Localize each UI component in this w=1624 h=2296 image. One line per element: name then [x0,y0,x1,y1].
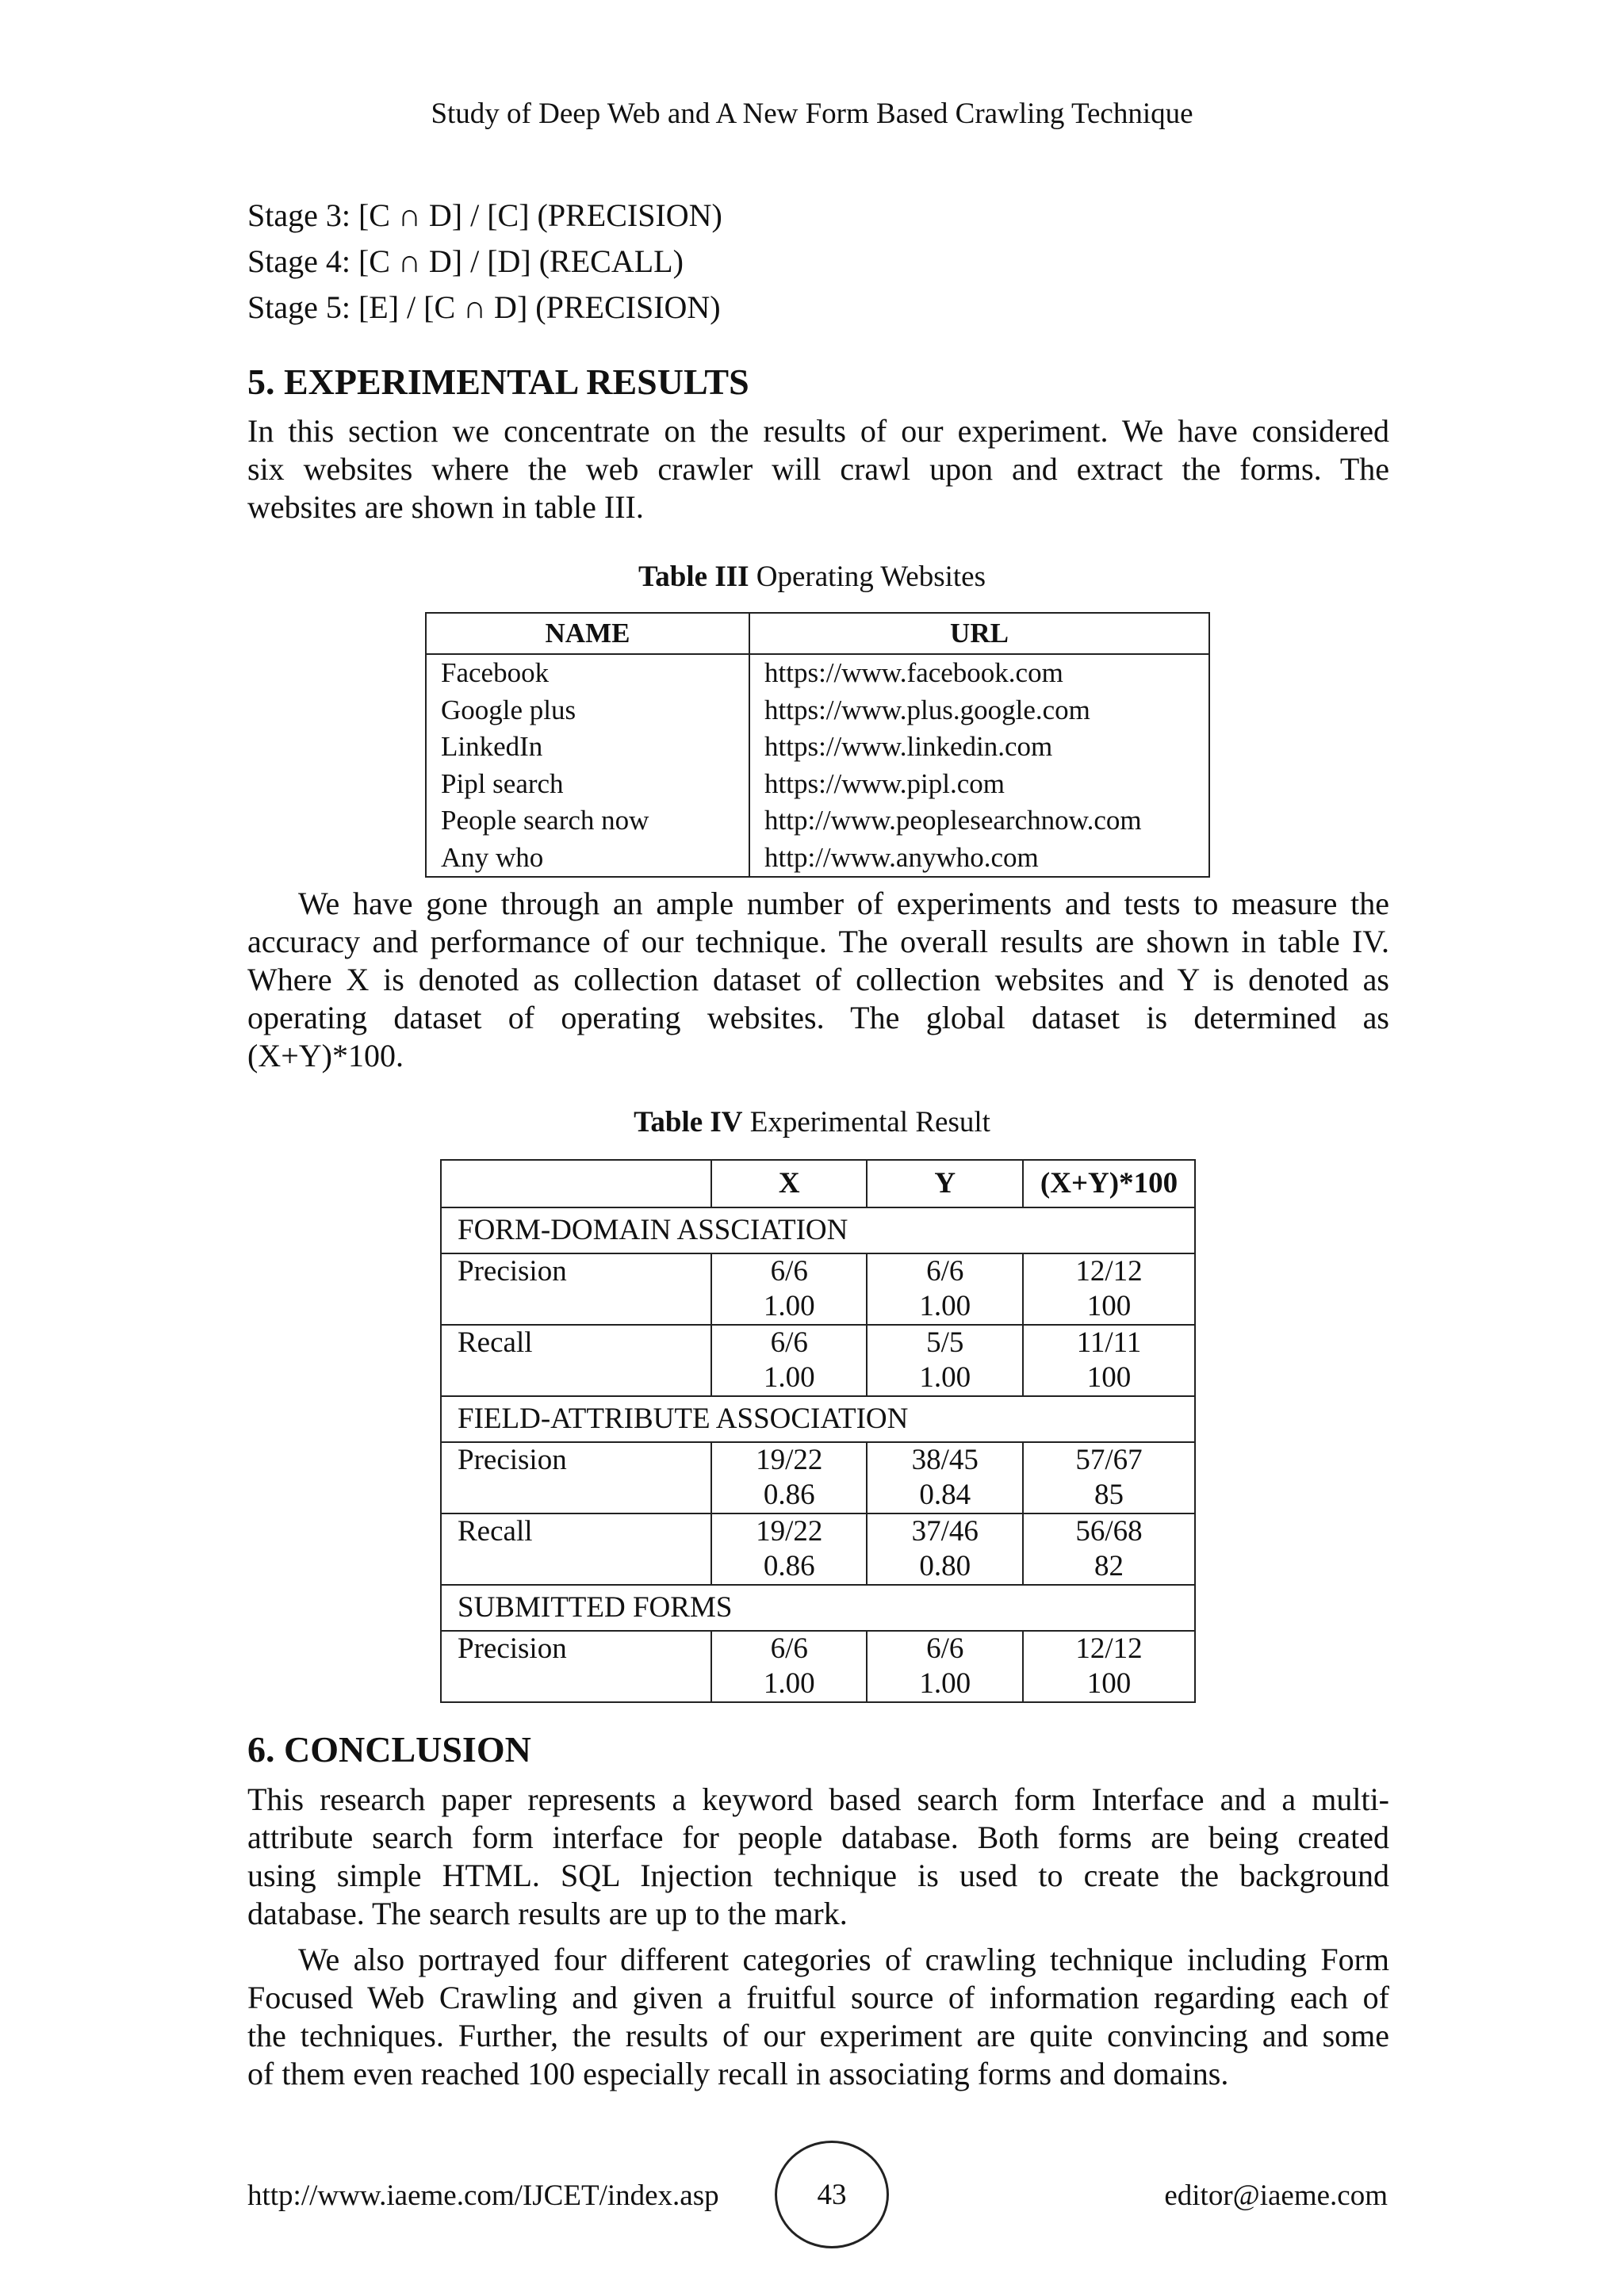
table-section-row [441,1207,1195,1253]
section-5-paragraph-1 [247,412,1389,526]
fraction-value: 37/46 [911,1515,979,1548]
table-row [426,654,1209,692]
table-row [426,802,1209,840]
paragraph-line: We also portrayed four different categories of crawling technique including Form [298,1942,1389,1977]
section-5-heading: 5. EXPERIMENTAL RESULTS [247,362,749,402]
fraction-value: 11/11 [1076,1326,1142,1359]
paragraph-line: using simple HTML. SQL Injection technique is used to create the background [247,1858,1389,1893]
value-cell-y [867,1325,1023,1396]
table-4-caption-label: Table IV [634,1106,743,1138]
website-url-cell: https://www.linkedin.com [749,729,1209,766]
metric-label-cell: Precision [441,1253,711,1325]
ratio-value: 100 [1086,1667,1132,1700]
stage-4-formula: Stage 4: [C ∩ D] / [D] (RECALL) [247,243,684,279]
ratio-value: 0.86 [763,1479,815,1511]
column-header-x: X [711,1160,868,1207]
ratio-value: 0.80 [919,1550,971,1582]
footer-email-link[interactable]: editor@iaeme.com [1164,2179,1388,2212]
section-title-cell: FIELD-ATTRIBUTE ASSOCIATION [441,1396,1195,1442]
ratio-value: 82 [1094,1550,1124,1582]
paragraph-line: operating dataset of operating websites. The global dataset is determined as [247,1000,1389,1035]
paragraph-line: We have gone through an ample number of experiments and tests to measure the [298,886,1389,921]
value-cell-y [867,1253,1023,1325]
table-4-caption [0,1105,1624,1139]
website-url-cell: https://www.plus.google.com [749,692,1209,729]
stage-5-formula: Stage 5: [E] / [C ∩ D] (PRECISION) [247,289,721,325]
metric-label-cell: Precision [441,1631,711,1702]
table-row [426,766,1209,803]
paragraph-line: of them even reached 100 especially recall in associating forms and domains. [247,2056,1229,2091]
paragraph-line: Where X is denoted as collection dataset of collection websites and Y is denoted as [247,962,1389,997]
column-header-blank [441,1160,711,1207]
table-3-caption [0,560,1624,594]
fraction-value: 6/6 [926,1255,964,1288]
website-name-cell: People search now [426,802,749,840]
ratio-value: 100 [1086,1290,1132,1322]
page-number [775,2141,889,2248]
value-cell-xy [1023,1631,1195,1702]
fraction-value: 38/45 [911,1444,979,1476]
table-row [441,1325,1195,1396]
table-row [426,840,1209,878]
ratio-value: 1.00 [763,1290,815,1322]
table-row [426,729,1209,766]
value-cell-xy [1023,1325,1195,1396]
section-6-paragraph-2 [247,1941,1389,2093]
paragraph-line: accuracy and performance of our technique. The overall results are shown in table IV. [247,924,1389,959]
ratio-value: 1.00 [763,1361,815,1394]
value-cell-x [711,1631,868,1702]
paragraph-line: In this section we concentrate on the results of our experiment. We have considered [247,413,1389,449]
fraction-value: 6/6 [770,1326,808,1359]
ratio-value: 1.00 [763,1667,815,1700]
paragraph-line: Focused Web Crawling and given a fruitful source of information regarding each of [247,1980,1389,2015]
table-row [441,1631,1195,1702]
website-url-cell: http://www.peoplesearchnow.com [749,802,1209,840]
fraction-value: 19/22 [756,1515,823,1548]
table-section-row [441,1396,1195,1442]
ratio-value: 1.00 [919,1667,971,1700]
ratio-value: 0.86 [763,1550,815,1582]
column-header-name: NAME [426,613,749,654]
paragraph-line: six websites where the web crawler will crawl upon and extract the forms. The [247,451,1389,487]
table-3-operating-websites [425,612,1210,878]
fraction-value: 57/67 [1075,1444,1143,1476]
column-header-global: (X+Y)*100 [1023,1160,1195,1207]
value-cell-y [867,1513,1023,1585]
value-cell-xy [1023,1442,1195,1513]
value-cell-x [711,1442,868,1513]
table-4-experimental-result [440,1159,1196,1703]
metric-label-cell: Recall [441,1325,711,1396]
website-name-cell: LinkedIn [426,729,749,766]
fraction-value: 6/6 [926,1632,964,1665]
paragraph-line: attribute search form interface for people database. Both forms are being created [247,1820,1389,1855]
running-head: Study of Deep Web and A New Form Based Crawling Technique [431,98,1193,130]
section-title-cell: SUBMITTED FORMS [441,1585,1195,1631]
value-cell-y [867,1442,1023,1513]
website-name-cell: Any who [426,840,749,878]
paragraph-line: database. The search results are up to the mark. [247,1896,848,1931]
section-5-paragraph-2 [247,885,1389,1075]
ratio-value: 1.00 [919,1361,971,1394]
table-3-caption-label: Table III [638,561,749,593]
ratio-value: 100 [1086,1361,1132,1394]
fraction-value: 5/5 [926,1326,964,1359]
table-row [441,1253,1195,1325]
value-cell-xy [1023,1253,1195,1325]
value-cell-x [711,1325,868,1396]
value-cell-y [867,1631,1023,1702]
column-header-y: Y [867,1160,1023,1207]
fraction-value: 12/12 [1075,1255,1143,1288]
table-row [426,692,1209,729]
fraction-value: 6/6 [770,1632,808,1665]
table-section-row [441,1585,1195,1631]
paragraph-line: (X+Y)*100. [247,1038,404,1073]
ratio-value: 1.00 [919,1290,971,1322]
website-url-cell: http://www.anywho.com [749,840,1209,878]
table-header-row [426,613,1209,654]
table-3-caption-text: Operating Websites [749,561,986,593]
table-4-caption-text: Experimental Result [742,1106,990,1138]
page-number-text: 43 [817,2178,847,2211]
value-cell-xy [1023,1513,1195,1585]
table-header-row [441,1160,1195,1207]
section-6-heading: 6. CONCLUSION [247,1729,531,1770]
value-cell-x [711,1513,868,1585]
table-row [441,1513,1195,1585]
paragraph-line: websites are shown in table III. [247,489,644,525]
website-name-cell: Pipl search [426,766,749,803]
section-6-paragraph-1 [247,1781,1389,1933]
section-title-cell: FORM-DOMAIN ASSCIATION [441,1207,1195,1253]
column-header-url: URL [749,613,1209,654]
ratio-value: 85 [1094,1479,1124,1511]
website-name-cell: Google plus [426,692,749,729]
website-url-cell: https://www.pipl.com [749,766,1209,803]
footer-url-link[interactable]: http://www.iaeme.com/IJCET/index.asp [247,2179,719,2212]
value-cell-x [711,1253,868,1325]
fraction-value: 56/68 [1075,1515,1143,1548]
paragraph-line: This research paper represents a keyword based search form Interface and a multi- [247,1781,1389,1817]
fraction-value: 6/6 [770,1255,808,1288]
ratio-value: 0.84 [919,1479,971,1511]
website-name-cell: Facebook [426,654,749,692]
metric-label-cell: Precision [441,1442,711,1513]
metric-label-cell: Recall [441,1513,711,1585]
paragraph-line: the techniques. Further, the results of our experiment are quite convincing and some [247,2018,1389,2053]
table-row [441,1442,1195,1513]
website-url-cell: https://www.facebook.com [749,654,1209,692]
fraction-value: 12/12 [1075,1632,1143,1665]
fraction-value: 19/22 [756,1444,823,1476]
stage-3-formula: Stage 3: [C ∩ D] / [C] (PRECISION) [247,197,722,233]
